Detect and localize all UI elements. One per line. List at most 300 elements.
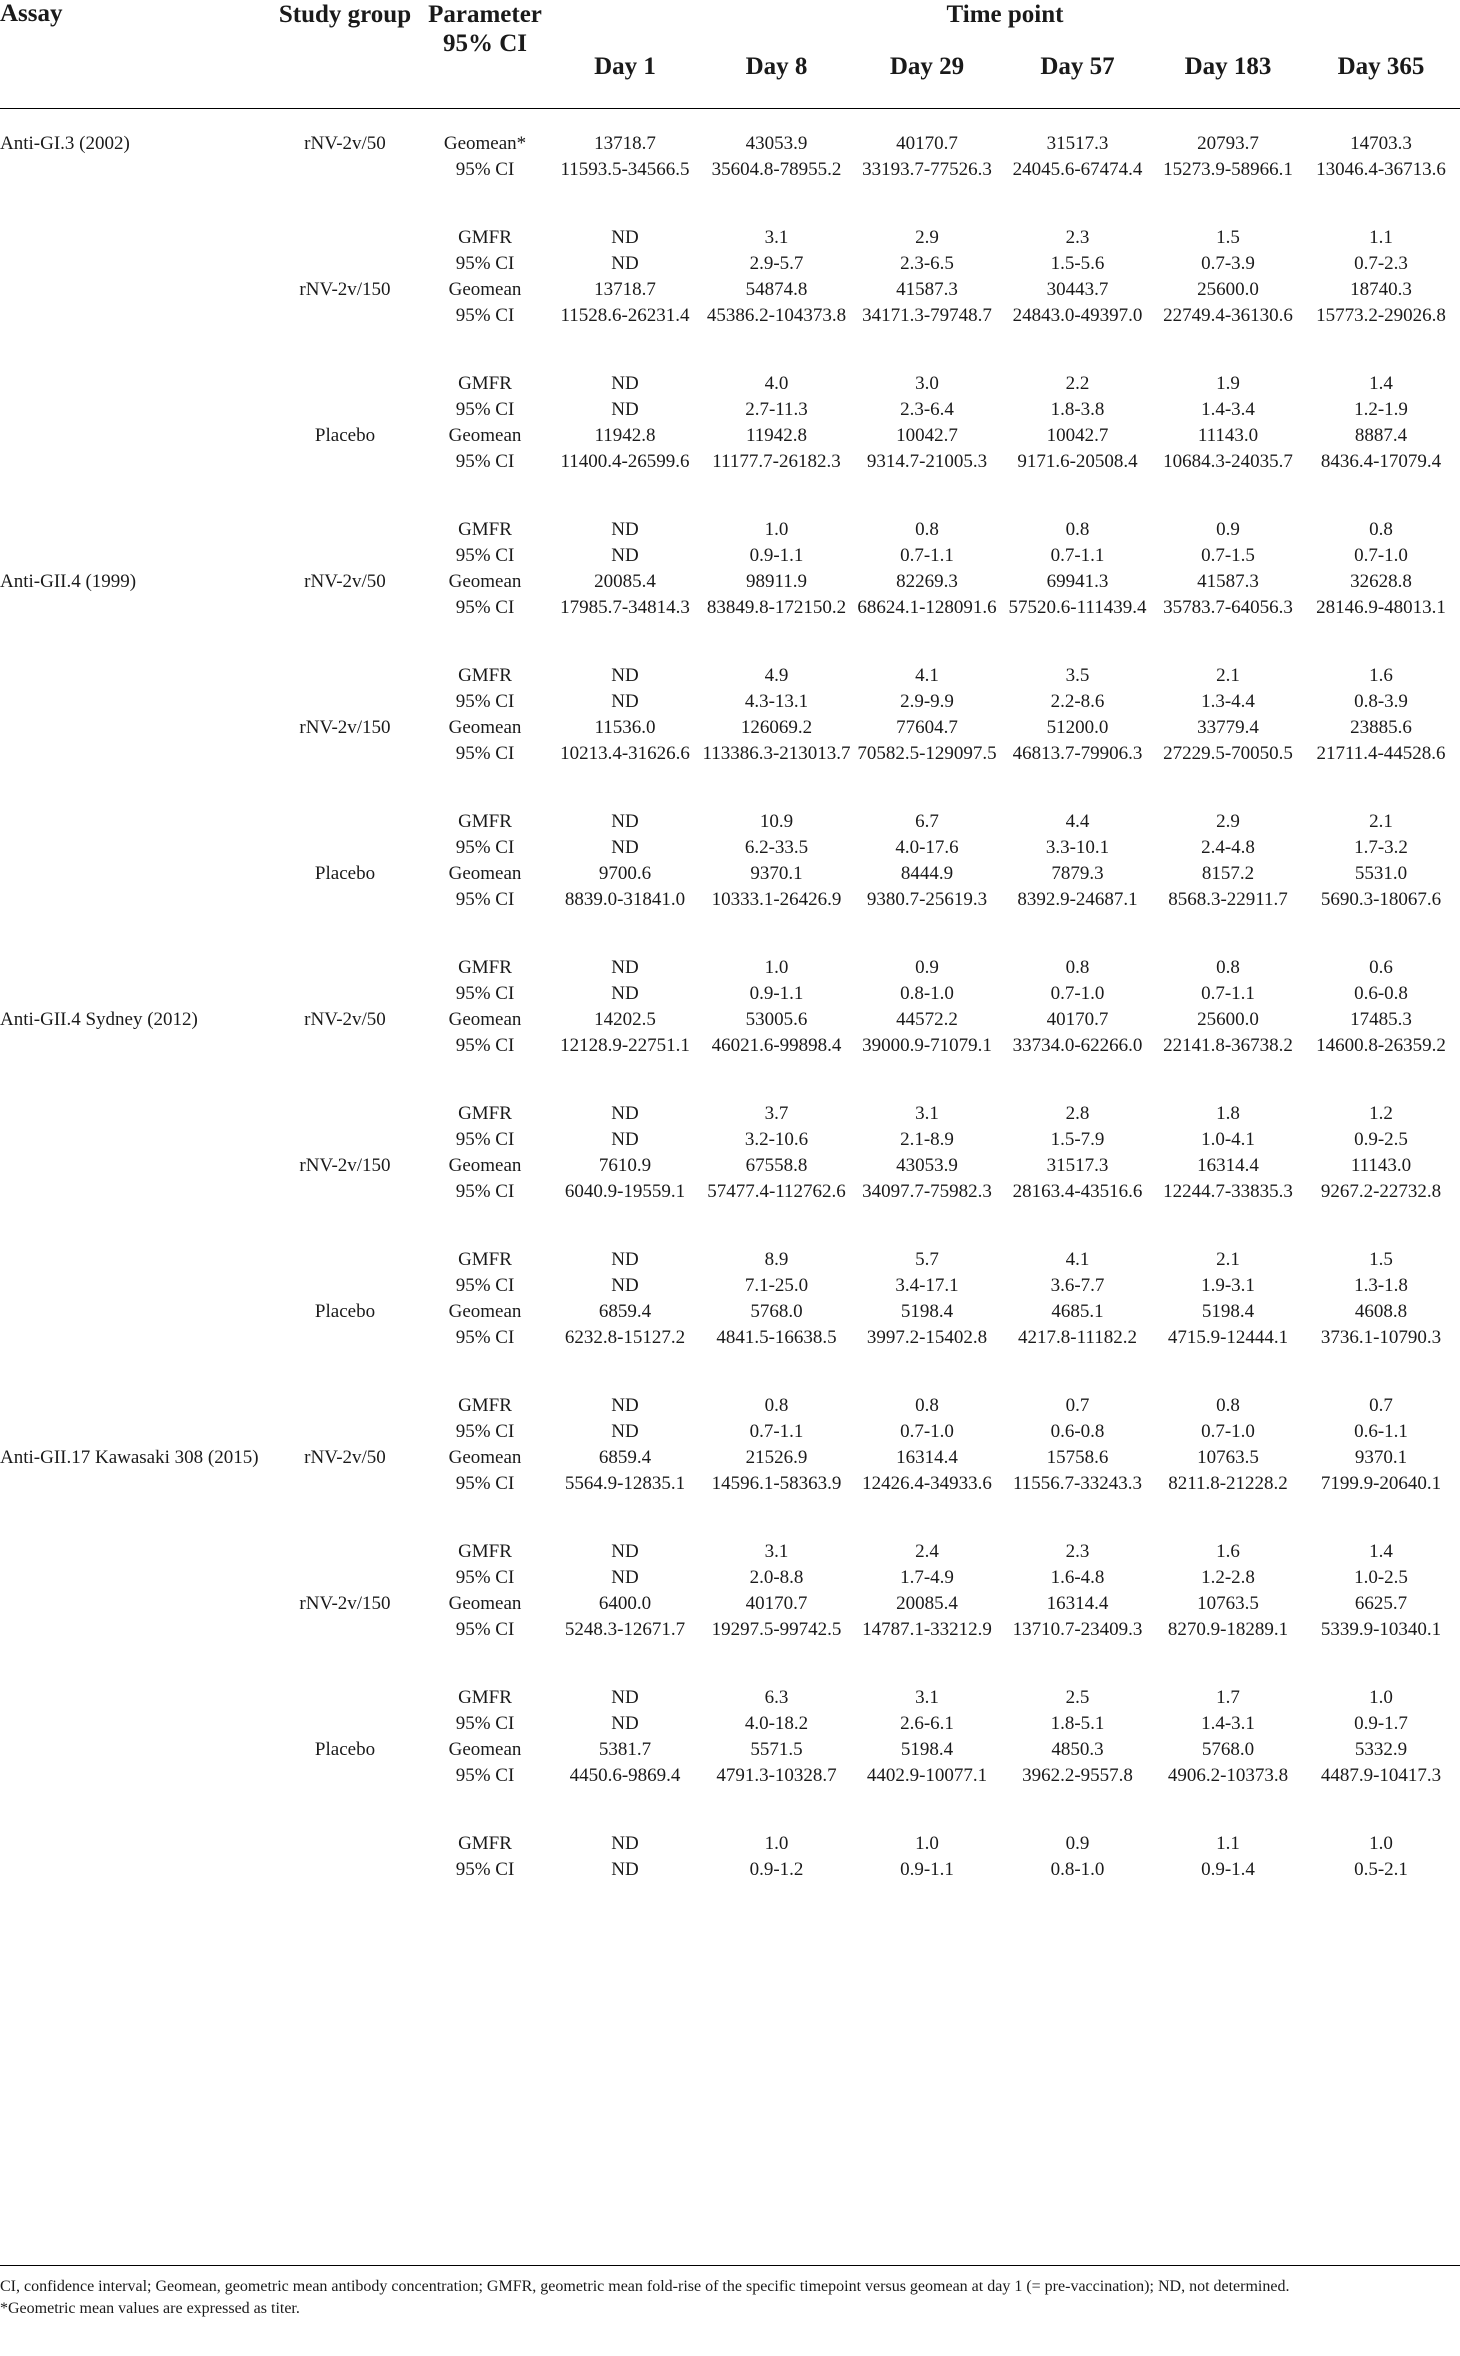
study-group-cell xyxy=(270,741,420,809)
value-cell: 40170.7 xyxy=(896,133,958,154)
value-cell: 4685.1 xyxy=(1051,1301,1104,1322)
value-cell: 43053.9 xyxy=(896,1155,958,1176)
table-row xyxy=(0,1007,1460,1033)
value-cell: ND xyxy=(611,1129,639,1150)
study-group-cell xyxy=(270,1539,420,1565)
parameter-cell: GMFR xyxy=(458,1249,512,1270)
parameter-cell: GMFR xyxy=(458,665,512,686)
value-cell: 82269.3 xyxy=(896,571,958,592)
table-row xyxy=(0,809,1460,835)
value-cell: 8.9 xyxy=(764,1249,789,1270)
value-cell: 25600.0 xyxy=(1197,1009,1259,1030)
value-cell: ND xyxy=(611,837,639,858)
value-cell: 0.7-1.1 xyxy=(1050,545,1105,566)
assay-cell xyxy=(0,225,270,251)
value-cell: 39000.9-71079.1 xyxy=(862,1035,992,1056)
value-cell: 5248.3-12671.7 xyxy=(564,1619,686,1640)
value-cell: 41587.3 xyxy=(1197,571,1259,592)
assay-cell xyxy=(0,1419,270,1445)
value-cell: 5198.4 xyxy=(1201,1301,1255,1322)
value-cell: 4841.5-16638.5 xyxy=(716,1327,837,1348)
value-cell: 14596.1-58363.9 xyxy=(711,1473,842,1494)
parameter-cell: Geomean xyxy=(448,425,522,446)
study-group-cell xyxy=(270,1711,420,1737)
study-group-cell xyxy=(270,663,420,689)
assay-cell xyxy=(0,955,270,981)
value-cell: 10333.1-26426.9 xyxy=(711,889,842,910)
value-cell: 17485.3 xyxy=(1350,1009,1412,1030)
value-cell: 67558.8 xyxy=(745,1155,808,1176)
value-cell: 34097.7-75982.3 xyxy=(862,1181,992,1202)
value-cell: 7610.9 xyxy=(598,1155,652,1176)
value-cell: 0.8 xyxy=(915,1395,939,1416)
value-cell: 2.3-6.5 xyxy=(900,253,954,274)
table-row xyxy=(0,1711,1460,1737)
value-cell: 43053.9 xyxy=(745,133,808,154)
header-day: Day 8 xyxy=(745,53,808,80)
value-cell: 0.9-2.5 xyxy=(1354,1129,1408,1150)
value-cell: 0.6 xyxy=(1369,957,1393,978)
study-group-cell xyxy=(270,1127,420,1153)
table-row xyxy=(0,887,1460,955)
value-cell: 1.0 xyxy=(764,1833,789,1854)
value-cell: 70582.5-129097.5 xyxy=(857,743,997,764)
assay-cell xyxy=(0,1539,270,1565)
value-cell: 13046.4-36713.6 xyxy=(1316,159,1446,180)
value-cell: 1.2 xyxy=(1369,1103,1393,1124)
value-cell: 0.7-1.0 xyxy=(900,1421,954,1442)
value-cell: 2.3 xyxy=(1065,227,1090,248)
study-group-cell xyxy=(270,1325,420,1393)
assay-cell xyxy=(0,1737,270,1763)
value-cell: 5690.3-18067.6 xyxy=(1320,889,1442,910)
assay-cell xyxy=(0,595,270,663)
table-row xyxy=(0,689,1460,715)
study-group-cell xyxy=(270,955,420,981)
parameter-cell: GMFR xyxy=(458,1395,512,1416)
value-cell: 4217.8-11182.2 xyxy=(1018,1327,1137,1348)
assay-cell xyxy=(0,1763,270,1831)
value-cell: ND xyxy=(611,1713,639,1734)
value-cell: 1.4-3.1 xyxy=(1201,1713,1255,1734)
table-row xyxy=(0,1763,1460,1831)
assay-cell xyxy=(0,1565,270,1591)
value-cell: 11593.5-34566.5 xyxy=(560,159,690,180)
study-group-cell xyxy=(270,1419,420,1445)
study-group-cell xyxy=(270,1565,420,1591)
value-cell: 12128.9-22751.1 xyxy=(560,1035,690,1056)
value-cell: 9314.7-21005.3 xyxy=(866,451,988,472)
table-row xyxy=(0,1179,1460,1247)
value-cell: 6859.4 xyxy=(598,1447,652,1468)
table-row xyxy=(0,517,1460,543)
value-cell: 20085.4 xyxy=(896,1593,958,1614)
study-group-cell xyxy=(270,835,420,861)
table-row xyxy=(0,1737,1460,1763)
value-cell: 0.7 xyxy=(1369,1395,1393,1416)
study-group-cell xyxy=(270,689,420,715)
table-row xyxy=(0,1033,1460,1101)
value-cell: 8839.0-31841.0 xyxy=(564,889,686,910)
table-row xyxy=(0,663,1460,689)
parameter-cell: Geomean* xyxy=(443,133,527,154)
value-cell: 45386.2-104373.8 xyxy=(706,305,847,326)
assay-cell xyxy=(0,1247,270,1273)
value-cell: 33193.7-77526.3 xyxy=(862,159,992,180)
study-group-cell xyxy=(270,397,420,423)
study-group-cell xyxy=(270,981,420,1007)
value-cell: ND xyxy=(611,545,639,566)
value-cell: 3.1 xyxy=(915,1103,939,1124)
assay-cell xyxy=(0,1325,270,1393)
assay-cell xyxy=(0,371,270,397)
value-cell: 3.2-10.6 xyxy=(744,1129,809,1150)
value-cell: 19297.5-99742.5 xyxy=(711,1619,842,1640)
assay-cell: Anti-GII.17 Kawasaki 308 (2015) xyxy=(0,1447,259,1468)
value-cell: 1.4-3.4 xyxy=(1201,399,1255,420)
header-study-group: Study group xyxy=(278,1,412,28)
value-cell: 6859.4 xyxy=(598,1301,652,1322)
parameter-cell: Geomean xyxy=(448,571,522,592)
value-cell: 2.1-8.9 xyxy=(900,1129,954,1150)
parameter-cell: 95% CI xyxy=(455,1327,515,1348)
value-cell: 3736.1-10790.3 xyxy=(1320,1327,1442,1348)
assay-cell xyxy=(0,1273,270,1299)
value-cell: 0.9-1.1 xyxy=(749,545,804,566)
study-group-cell xyxy=(270,251,420,277)
table-row xyxy=(0,1591,1460,1617)
study-group-cell xyxy=(270,1857,420,1883)
value-cell: 0.6-0.8 xyxy=(1354,983,1408,1004)
table-row xyxy=(0,715,1460,741)
value-cell: 53005.6 xyxy=(745,1009,808,1030)
value-cell: 1.8 xyxy=(1216,1103,1240,1124)
value-cell: 1.0 xyxy=(915,1833,939,1854)
value-cell: ND xyxy=(611,253,639,274)
value-cell: 8157.2 xyxy=(1201,863,1255,884)
value-cell: 1.1 xyxy=(1369,227,1393,248)
value-cell: 25600.0 xyxy=(1197,279,1259,300)
study-group-cell: Placebo xyxy=(314,425,376,446)
value-cell: 3997.2-15402.8 xyxy=(866,1327,988,1348)
parameter-cell: Geomean xyxy=(448,1009,522,1030)
value-cell: 1.0 xyxy=(764,519,789,540)
study-group-cell xyxy=(270,1617,420,1685)
value-cell: 2.9-9.9 xyxy=(900,691,954,712)
table-row xyxy=(0,1617,1460,1685)
value-cell: 3.6-7.7 xyxy=(1050,1275,1105,1296)
value-cell: ND xyxy=(611,1567,639,1588)
study-group-cell: rNV-2v/150 xyxy=(299,279,391,300)
value-cell: 3.3-10.1 xyxy=(1045,837,1110,858)
assay-cell xyxy=(0,397,270,423)
value-cell: ND xyxy=(611,811,639,832)
study-group-cell xyxy=(270,1393,420,1419)
assay-cell xyxy=(0,1831,270,1857)
table-row xyxy=(0,1153,1460,1179)
value-cell: 11536.0 xyxy=(594,717,656,738)
table-row xyxy=(0,1831,1460,1857)
value-cell: 10763.5 xyxy=(1197,1447,1259,1468)
value-cell: 1.2-2.8 xyxy=(1201,1567,1255,1588)
parameter-cell: Geomean xyxy=(448,1593,522,1614)
study-group-cell: Placebo xyxy=(314,863,376,884)
value-cell: 2.3 xyxy=(1065,1541,1090,1562)
table-row xyxy=(0,981,1460,1007)
table-body xyxy=(0,109,1460,1884)
study-group-cell xyxy=(270,371,420,397)
table-row xyxy=(0,303,1460,371)
table-row xyxy=(0,423,1460,449)
value-cell: 21711.4-44528.6 xyxy=(1316,743,1446,764)
value-cell: 3.1 xyxy=(764,227,789,248)
value-cell: 6040.9-19559.1 xyxy=(564,1181,686,1202)
value-cell: 0.7-1.1 xyxy=(900,545,954,566)
value-cell: 4715.9-12444.1 xyxy=(1167,1327,1289,1348)
value-cell: 0.7-1.5 xyxy=(1201,545,1255,566)
value-cell: 3.1 xyxy=(915,1687,939,1708)
assay-cell xyxy=(0,517,270,543)
assay-cell xyxy=(0,1617,270,1685)
value-cell: 40170.7 xyxy=(1046,1009,1109,1030)
value-cell: 0.7-1.1 xyxy=(1201,983,1255,1004)
value-cell: 7.1-25.0 xyxy=(744,1275,809,1296)
value-cell: 16314.4 xyxy=(1046,1593,1109,1614)
table-row xyxy=(0,835,1460,861)
value-cell: 3962.2-9557.8 xyxy=(1022,1765,1133,1786)
value-cell: 8568.3-22911.7 xyxy=(1168,889,1288,910)
value-cell: 8270.9-18289.1 xyxy=(1167,1619,1289,1640)
value-cell: 8436.4-17079.4 xyxy=(1320,451,1442,472)
value-cell: 10213.4-31626.6 xyxy=(560,743,690,764)
table-row xyxy=(0,1539,1460,1565)
value-cell: 1.4 xyxy=(1369,373,1393,394)
value-cell: 0.7-1.0 xyxy=(1050,983,1105,1004)
header-assay: Assay xyxy=(0,0,63,27)
parameter-cell: 95% CI xyxy=(455,1619,515,1640)
footnote-geomean-titer: *Geometric mean values are expressed as titer. xyxy=(0,2300,300,2317)
value-cell: 1.0 xyxy=(1369,1687,1393,1708)
value-cell: 3.1 xyxy=(764,1541,789,1562)
value-cell: 5198.4 xyxy=(900,1301,954,1322)
table-row xyxy=(0,1273,1460,1299)
parameter-cell: 95% CI xyxy=(455,305,515,326)
assay-cell: Anti-GII.4 (1999) xyxy=(0,571,137,592)
value-cell: 3.5 xyxy=(1065,665,1090,686)
value-cell: 57477.4-112762.6 xyxy=(707,1181,846,1202)
value-cell: 0.5-2.1 xyxy=(1354,1859,1408,1880)
value-cell: ND xyxy=(611,1859,639,1880)
value-cell: 4791.3-10328.7 xyxy=(716,1765,837,1786)
assay-cell: Anti-GI.3 (2002) xyxy=(0,133,130,154)
value-cell: ND xyxy=(611,519,639,540)
assay-cell xyxy=(0,1393,270,1419)
value-cell: 13718.7 xyxy=(594,279,656,300)
table-row xyxy=(0,397,1460,423)
value-cell: 11942.8 xyxy=(745,425,808,446)
value-cell: 2.2-8.6 xyxy=(1050,691,1105,712)
value-cell: 31517.3 xyxy=(1046,133,1109,154)
value-cell: 12426.4-34933.6 xyxy=(862,1473,992,1494)
value-cell: 1.5 xyxy=(1369,1249,1393,1270)
value-cell: 12244.7-33835.3 xyxy=(1163,1181,1293,1202)
value-cell: ND xyxy=(611,1103,639,1124)
value-cell: 9171.6-20508.4 xyxy=(1017,451,1138,472)
table-row xyxy=(0,595,1460,663)
value-cell: 1.3-1.8 xyxy=(1354,1275,1408,1296)
table-row xyxy=(0,225,1460,251)
value-cell: 35783.7-64056.3 xyxy=(1163,597,1293,618)
table-row xyxy=(0,1857,1460,1883)
parameter-cell: 95% CI xyxy=(455,545,515,566)
table-row xyxy=(0,861,1460,887)
value-cell: ND xyxy=(611,983,639,1004)
value-cell: 5768.0 xyxy=(750,1301,803,1322)
value-cell: 1.4 xyxy=(1369,1541,1393,1562)
study-group-cell xyxy=(270,1685,420,1711)
value-cell: 4.3-13.1 xyxy=(744,691,809,712)
value-cell: 0.8 xyxy=(764,1395,789,1416)
study-group-cell xyxy=(270,1033,420,1101)
assay-cell xyxy=(0,1033,270,1101)
study-group-cell xyxy=(270,1101,420,1127)
table-row xyxy=(0,1127,1460,1153)
assay-cell xyxy=(0,887,270,955)
assay-cell xyxy=(0,741,270,809)
assay-cell xyxy=(0,809,270,835)
parameter-cell: 95% CI xyxy=(455,1713,515,1734)
value-cell: ND xyxy=(611,1833,639,1854)
parameter-cell: 95% CI xyxy=(455,1421,515,1442)
value-cell: 40170.7 xyxy=(745,1593,808,1614)
value-cell: ND xyxy=(611,1249,639,1270)
value-cell: 35604.8-78955.2 xyxy=(711,159,842,180)
study-group-cell: rNV-2v/150 xyxy=(299,717,391,738)
value-cell: 2.4-4.8 xyxy=(1201,837,1255,858)
header-time-point: Time point xyxy=(946,1,1064,28)
header-day: Day 1 xyxy=(594,53,656,80)
parameter-cell: 95% CI xyxy=(455,1765,515,1786)
study-group-cell: rNV-2v/50 xyxy=(304,1009,386,1030)
value-cell: 3.0 xyxy=(915,373,939,394)
value-cell: 0.8 xyxy=(1065,519,1090,540)
value-cell: 6.7 xyxy=(915,811,939,832)
value-cell: 0.8 xyxy=(1065,957,1090,978)
study-group-cell xyxy=(270,225,420,251)
value-cell: 22141.8-36738.2 xyxy=(1163,1035,1293,1056)
value-cell: 32628.8 xyxy=(1350,571,1412,592)
assay-cell xyxy=(0,251,270,277)
value-cell: 0.9-1.1 xyxy=(900,1859,954,1880)
value-cell: 6232.8-15127.2 xyxy=(564,1327,686,1348)
value-cell: ND xyxy=(611,227,639,248)
value-cell: 0.7-3.9 xyxy=(1201,253,1255,274)
value-cell: ND xyxy=(611,665,639,686)
value-cell: 17985.7-34814.3 xyxy=(560,597,690,618)
value-cell: 15758.6 xyxy=(1046,1447,1109,1468)
value-cell: 2.3-6.4 xyxy=(900,399,954,420)
study-group-cell xyxy=(270,1471,420,1539)
value-cell: 8211.8-21228.2 xyxy=(1168,1473,1288,1494)
study-group-cell xyxy=(270,1763,420,1831)
study-group-cell xyxy=(270,303,420,371)
parameter-cell: 95% CI xyxy=(455,399,515,420)
value-cell: 5.7 xyxy=(915,1249,939,1270)
parameter-cell: 95% CI xyxy=(455,597,515,618)
parameter-cell: GMFR xyxy=(458,1687,512,1708)
assay-cell xyxy=(0,835,270,861)
value-cell: 14202.5 xyxy=(594,1009,656,1030)
value-cell: 0.7-1.0 xyxy=(1354,545,1408,566)
value-cell: ND xyxy=(611,957,639,978)
value-cell: 2.9-5.7 xyxy=(749,253,804,274)
value-cell: 126069.2 xyxy=(740,717,813,738)
parameter-cell: GMFR xyxy=(458,1103,512,1124)
value-cell: 0.9-1.7 xyxy=(1354,1713,1408,1734)
value-cell: 10763.5 xyxy=(1197,1593,1259,1614)
value-cell: 4608.8 xyxy=(1354,1301,1408,1322)
study-group-cell xyxy=(270,887,420,955)
value-cell: 14703.3 xyxy=(1350,133,1412,154)
value-cell: 5564.9-12835.1 xyxy=(564,1473,686,1494)
table-row xyxy=(0,251,1460,277)
parameter-cell: Geomean xyxy=(448,1301,522,1322)
study-group-cell xyxy=(270,449,420,517)
parameter-cell: Geomean xyxy=(448,717,522,738)
value-cell: 1.7-4.9 xyxy=(900,1567,954,1588)
assay-cell xyxy=(0,1101,270,1127)
header-day: Day 29 xyxy=(889,53,965,80)
value-cell: 51200.0 xyxy=(1046,717,1109,738)
value-cell: 5381.7 xyxy=(598,1739,652,1760)
table-row xyxy=(0,1565,1460,1591)
header-parameter: Parameter 95% CI xyxy=(428,1,542,57)
value-cell: 5768.0 xyxy=(1201,1739,1255,1760)
value-cell: 0.8 xyxy=(1369,519,1393,540)
value-cell: 1.8-5.1 xyxy=(1050,1713,1105,1734)
value-cell: 27229.5-70050.5 xyxy=(1163,743,1293,764)
parameter-cell: Geomean xyxy=(448,279,522,300)
assay-cell xyxy=(0,423,270,449)
value-cell: 23885.6 xyxy=(1350,717,1412,738)
value-cell: 46021.6-99898.4 xyxy=(711,1035,842,1056)
table-row xyxy=(0,1419,1460,1445)
value-cell: 0.8 xyxy=(1216,957,1240,978)
assay-cell xyxy=(0,1591,270,1617)
study-group-cell xyxy=(270,809,420,835)
parameter-cell: 95% CI xyxy=(455,159,515,180)
value-cell: 34171.3-79748.7 xyxy=(862,305,992,326)
value-cell: 28146.9-48013.1 xyxy=(1316,597,1446,618)
value-cell: 9267.2-22732.8 xyxy=(1320,1181,1442,1202)
value-cell: 8444.9 xyxy=(900,863,954,884)
parameter-cell: Geomean xyxy=(448,1739,522,1760)
value-cell: 21526.9 xyxy=(745,1447,808,1468)
parameter-cell: GMFR xyxy=(458,811,512,832)
value-cell: 1.3-4.4 xyxy=(1201,691,1255,712)
header-day: Day 183 xyxy=(1184,53,1272,80)
parameter-cell: 95% CI xyxy=(455,1129,515,1150)
value-cell: 2.1 xyxy=(1216,665,1240,686)
parameter-cell: 95% CI xyxy=(455,1035,515,1056)
value-cell: 5339.9-10340.1 xyxy=(1320,1619,1442,1640)
parameter-cell: GMFR xyxy=(458,373,512,394)
assay-cell xyxy=(0,689,270,715)
value-cell: 5332.9 xyxy=(1354,1739,1408,1760)
assay-cell xyxy=(0,1179,270,1247)
parameter-cell: 95% CI xyxy=(455,889,515,910)
value-cell: 1.0 xyxy=(764,957,789,978)
